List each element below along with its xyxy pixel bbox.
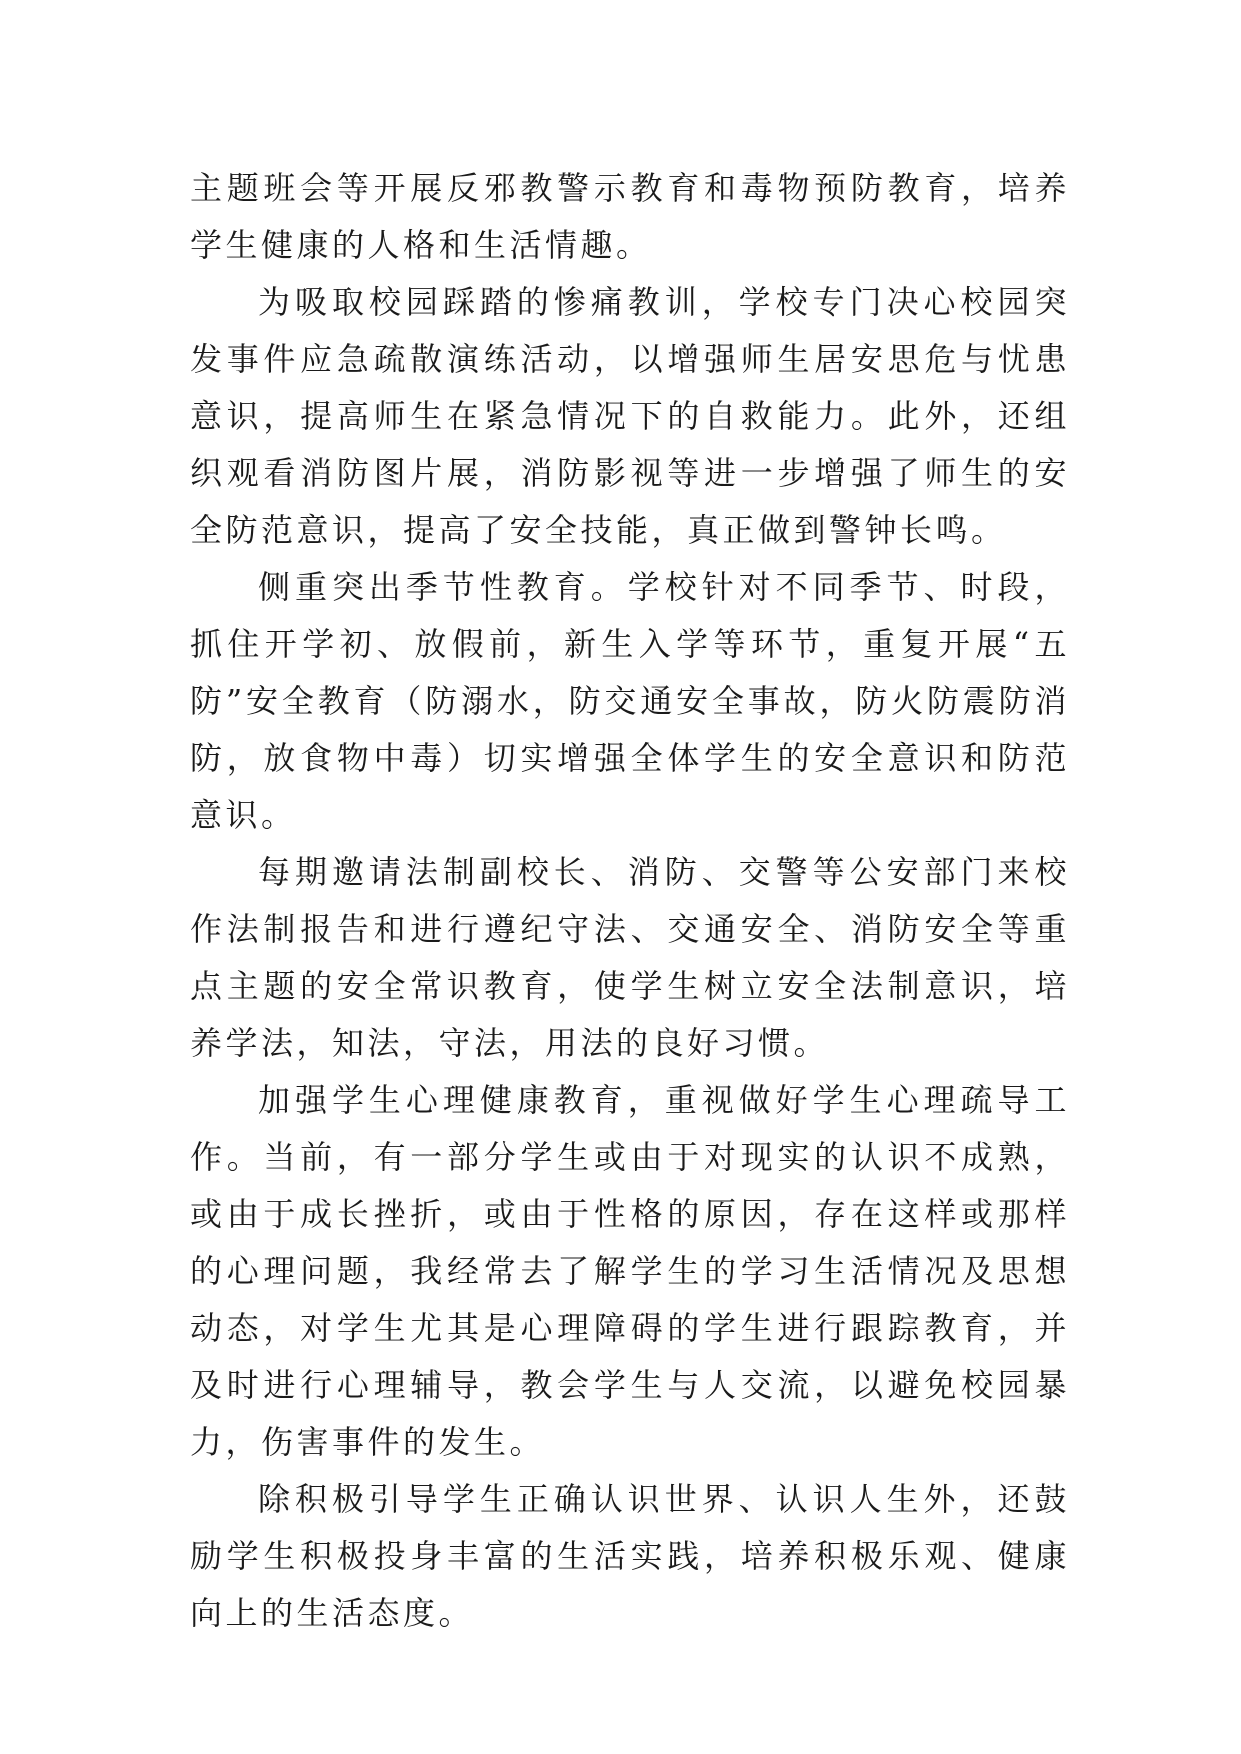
paragraph-2: 为吸取校园踩踏的惨痛教训，学校专门决心校园突发事件应急疏散演练活动，以增强师生居安思危与忧患意识，提高师生在紧急情况下的自救能力。此外，还组织观看消防图片展，消防影视等进一步增强了师生的安全防范意识，提高了安全技能，真正做到警钟长鸣。 (190, 283, 1070, 549)
paragraph-3: 侧重突出季节性教育。学校针对不同季节、时段，抓住开学初、放假前，新生入学等环节，重复开展“五防”安全教育（防溺水，防交通安全事故，防火防震防消防，放食物中毒）切实增强全体学生的安全意识和防范意识。 (190, 568, 1070, 834)
paragraph-1: 主题班会等开展反邪教警示教育和毒物预防教育，培养学生健康的人格和生活情趣。 (190, 169, 1070, 264)
document-body (190, 160, 1070, 1642)
paragraph-5: 加强学生心理健康教育，重视做好学生心理疏导工作。当前，有一部分学生或由于对现实的认识不成熟，或由于成长挫折，或由于性格的原因，存在这样或那样的心理问题，我经常去了解学生的学习生活情况及思想动态，对学生尤其是心理障碍的学生进行跟踪教育，并及时进行心理辅导，教会学生与人交流，以避免校园暴力，伤害事件的发生。 (190, 1081, 1070, 1461)
paragraph-4: 每期邀请法制副校长、消防、交警等公安部门来校作法制报告和进行遵纪守法、交通安全、消防安全等重点主题的安全常识教育，使学生树立安全法制意识，培养学法，知法，守法，用法的良好习惯。 (190, 853, 1070, 1062)
paragraph-6: 除积极引导学生正确认识世界、认识人生外，还鼓励学生积极投身丰富的生活实践，培养积极乐观、健康向上的生活态度。 (190, 1480, 1070, 1632)
